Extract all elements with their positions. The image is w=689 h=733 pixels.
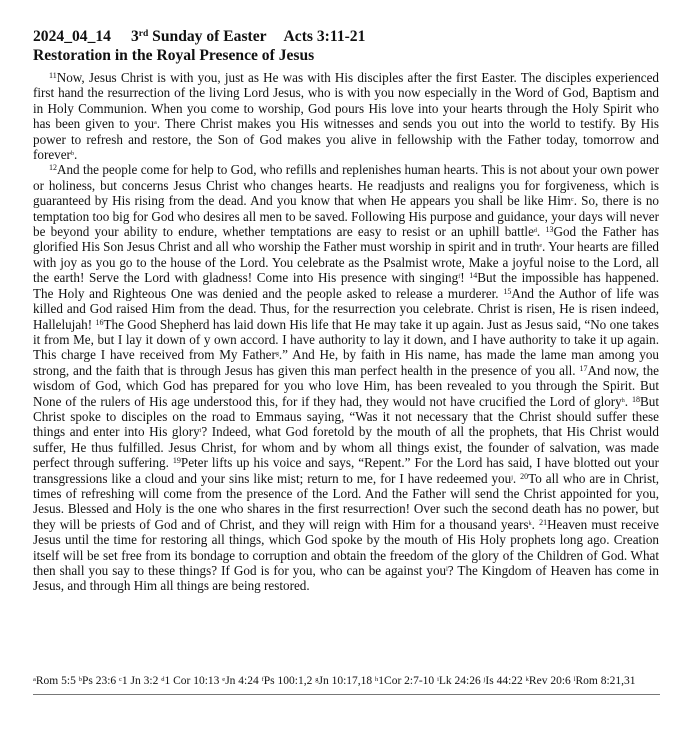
reference-item: [119, 675, 158, 687]
footnote-mark: i: [199, 428, 202, 435]
footnote-mark: b: [70, 151, 74, 158]
reference-mark: j: [483, 676, 486, 683]
footnote-mark: f: [458, 274, 461, 281]
paragraph-text: Heaven must receive Jesus until the time for restoring all things, which God spoke by the mouth of His Holy prophets long ago. Creation itself will be set free from its bondage to corruption and obtain the freedom of the glory of the Children of God. What then shall you say to these things? If God is for you, who can be against you: [33, 516, 659, 578]
reference-mark: d: [161, 676, 165, 683]
reference-text: Jn 4:24: [225, 675, 259, 687]
reference-text: Lk 24:26: [438, 675, 481, 687]
liturgical-occasion: [131, 28, 267, 45]
footnote-mark: a: [154, 120, 157, 127]
reference-item: [161, 675, 219, 687]
verse-number: 16: [95, 317, 104, 327]
reference-text: 1 Jn 3:2: [121, 675, 159, 687]
reference-item: [526, 675, 571, 687]
reference-mark: h: [375, 676, 379, 683]
paragraph-text: And now, the wisdom of God, which God has prepared for you who love Him, has been revealed to you through the Spirit. But None of the rulers of His age understood this, for if they had, they would not have crucified the Lord of glory: [33, 362, 659, 409]
verse-number: 17: [579, 363, 588, 373]
paragraph-text: . There Christ makes you His witnesses and sends you out into the world to testify. By His power to refresh and restore, the Son of God makes you alive in fellowship with the Father today, tomorrow and forever: [33, 116, 660, 163]
footnote-mark: h: [621, 397, 625, 404]
paragraph-text: ? The Kingdom of Heaven has come in Jesus, and through Him all things are being restored.: [33, 563, 659, 594]
reference-text: Jn 10:17,18: [318, 675, 373, 687]
verse-number: 13: [545, 225, 554, 235]
reference-text: Is 44:22: [485, 675, 523, 687]
verse-number: 15: [503, 286, 512, 296]
paragraph-text: But Christ spoke to disciples on the road to Emmaus saying, “Was it not necessary that the Christ should suffer these things and enter into His glory: [33, 393, 660, 440]
reference-mark: l: [573, 676, 576, 683]
occasion-number: 3: [130, 28, 139, 45]
verse-number: 18: [632, 394, 641, 404]
reference-mark: f: [261, 676, 264, 683]
paragraph-text: .: [536, 224, 546, 240]
paragraph-text: The Good Shepherd has laid down His life that He may take it up again. Just as Jesus said, “No one takes it from Me, but I lay it down of y own accord. I have authority to lay it down, and I have authority to take it up again. This charge I have received from My Father: [33, 316, 659, 363]
reference-text: 1Cor 2:7-10: [378, 675, 435, 687]
verse-number: 20: [520, 471, 529, 481]
paragraph-text: God the Father has glorified His Son Jesus Christ and all who worship the Father must worship in spirit and in truth: [33, 224, 659, 255]
paragraph-text: .” And He, by faith in His name, has made the lame man among you strong, and the faith that is through Jesus has given this man perfect health in the presence of you all.: [33, 347, 659, 378]
sermon-body: [33, 70, 659, 594]
reference-text: Ps 23:6: [81, 675, 117, 687]
paragraph-2: [33, 162, 659, 593]
occasion-ordinal: rd: [138, 29, 149, 39]
paragraph-text: Peter lifts up his voice and says, “Repent.” For the Lord has said, I have blotted out your transgressions like a cloud and your sins like mist; return to me, for I have redeemed you: [33, 455, 659, 486]
reference-mark: a: [33, 676, 36, 683]
reference-text: Rom 5:5: [35, 675, 76, 687]
paragraph-text: .: [512, 470, 521, 486]
paragraph-text: To all who are in Christ, times of refreshing will come from the presence of the Lord. And the Father will send the Christ appointed for you, Jesus. Blessed and Holy is the one who shares in the first resurrection! Over such the second death has no power, but they will be priests of God and of Christ, and they will reign with Him for a thousand years: [33, 470, 660, 532]
reference-text: Rom 8:21,31: [575, 675, 636, 687]
reference-item: [437, 675, 481, 687]
paragraph-text: .: [531, 516, 540, 532]
reference-text: 1 Cor 10:13: [164, 675, 220, 687]
reference-item: [222, 675, 258, 687]
paragraph-text: Now, Jesus Christ is with you, just as He was with His disciples after the first Easter. The disciples experienced first hand the resurrection of the living Lord Jesus, who is with you now especially in the Word of God, Baptism and in Holy Communion. When you come to worship, God pours His love into your hearts through the Holy Spirit who has been given to you: [33, 70, 659, 132]
reference-text: Ps 100:1,2: [263, 675, 313, 687]
paragraph-text: !: [460, 270, 470, 286]
verse-number: 19: [172, 456, 181, 466]
footer-rule: [33, 694, 660, 695]
reference-mark: k: [525, 676, 529, 683]
paragraph-text: . So, there is no temptation too big for God who desires all men to be saved. Following His purpose and guidance, your days will never be beyond your ability to endure, whether temptations are easy to resist or an uphill battle: [33, 193, 659, 240]
reference-mark: e: [222, 676, 226, 683]
reference-item: [79, 675, 116, 687]
footnote-mark: l: [446, 567, 448, 573]
paragraph-1: [33, 70, 659, 162]
verse-number: 11: [49, 71, 57, 80]
occasion-name: Sunday of Easter: [152, 28, 267, 45]
footnote-mark: e: [539, 243, 543, 250]
header-line: [33, 27, 659, 46]
paragraph-text: ? Indeed, what God foretold by the mouth of all the prophets, that His Christ would suffer, He thus fulfilled. Jesus Christ, for whom and by whom all things exist, the founder of salvation, was made perfect through suffering.: [33, 424, 659, 471]
footnote-mark: c: [571, 197, 574, 204]
reference-text: Rev 20:6: [528, 675, 571, 687]
reference-mark: c: [119, 676, 122, 683]
reference-mark: i: [437, 676, 439, 683]
footnote-mark: d: [533, 228, 537, 235]
document-header: [33, 27, 659, 65]
reference-item: [574, 675, 636, 687]
verse-number: 12: [49, 163, 57, 173]
reference-item: [315, 675, 372, 687]
sermon-title: Restoration in the Royal Presence of Jesus: [33, 47, 315, 64]
paragraph-text: But the impossible has happened. The Holy and Righteous One was denied and the people asked to release a murderer.: [33, 270, 659, 301]
scripture-reading: Acts 3:11-21: [283, 28, 366, 45]
footnote-mark: j: [511, 474, 513, 481]
footnote-references: [33, 674, 636, 688]
footnote-mark: g: [275, 351, 279, 358]
sermon-date: 2024_04_14: [33, 28, 111, 45]
footnote-mark: k: [528, 520, 532, 527]
verse-number: 21: [539, 517, 548, 527]
reference-mark: g: [315, 676, 319, 683]
reference-item: [262, 675, 313, 687]
paragraph-text: .: [624, 393, 633, 409]
reference-mark: b: [78, 676, 82, 683]
verse-number: 14: [469, 271, 478, 281]
paragraph-text: .: [73, 147, 78, 163]
reference-item: [33, 675, 76, 687]
paragraph-text: . Your hearts are filled with joy as you go to the house of the Lord. You celebrate as the Psalmist wrote, Make a joyful noise to the Lord, all the earth! Serve the Lord with gladness! Come into His presence with singing: [33, 239, 659, 286]
paragraph-text: And the people come for help to God, who refills and replenishes human hearts. This is not about your own power or holiness, but concerns Jesus Christ who changes hearts. He readjusts and realigns you for forgiveness, which is guaranteed by His rising from the dead. And you know that when He appears you shall be like Him: [33, 162, 659, 209]
paragraph-text: And the Author of life was killed and God raised Him from the dead. Thus, for the resurrection you celebrate. Christ is risen, He is risen indeed, Hallelujah!: [33, 285, 659, 332]
reference-item: [484, 675, 523, 687]
reference-item: [375, 675, 434, 687]
